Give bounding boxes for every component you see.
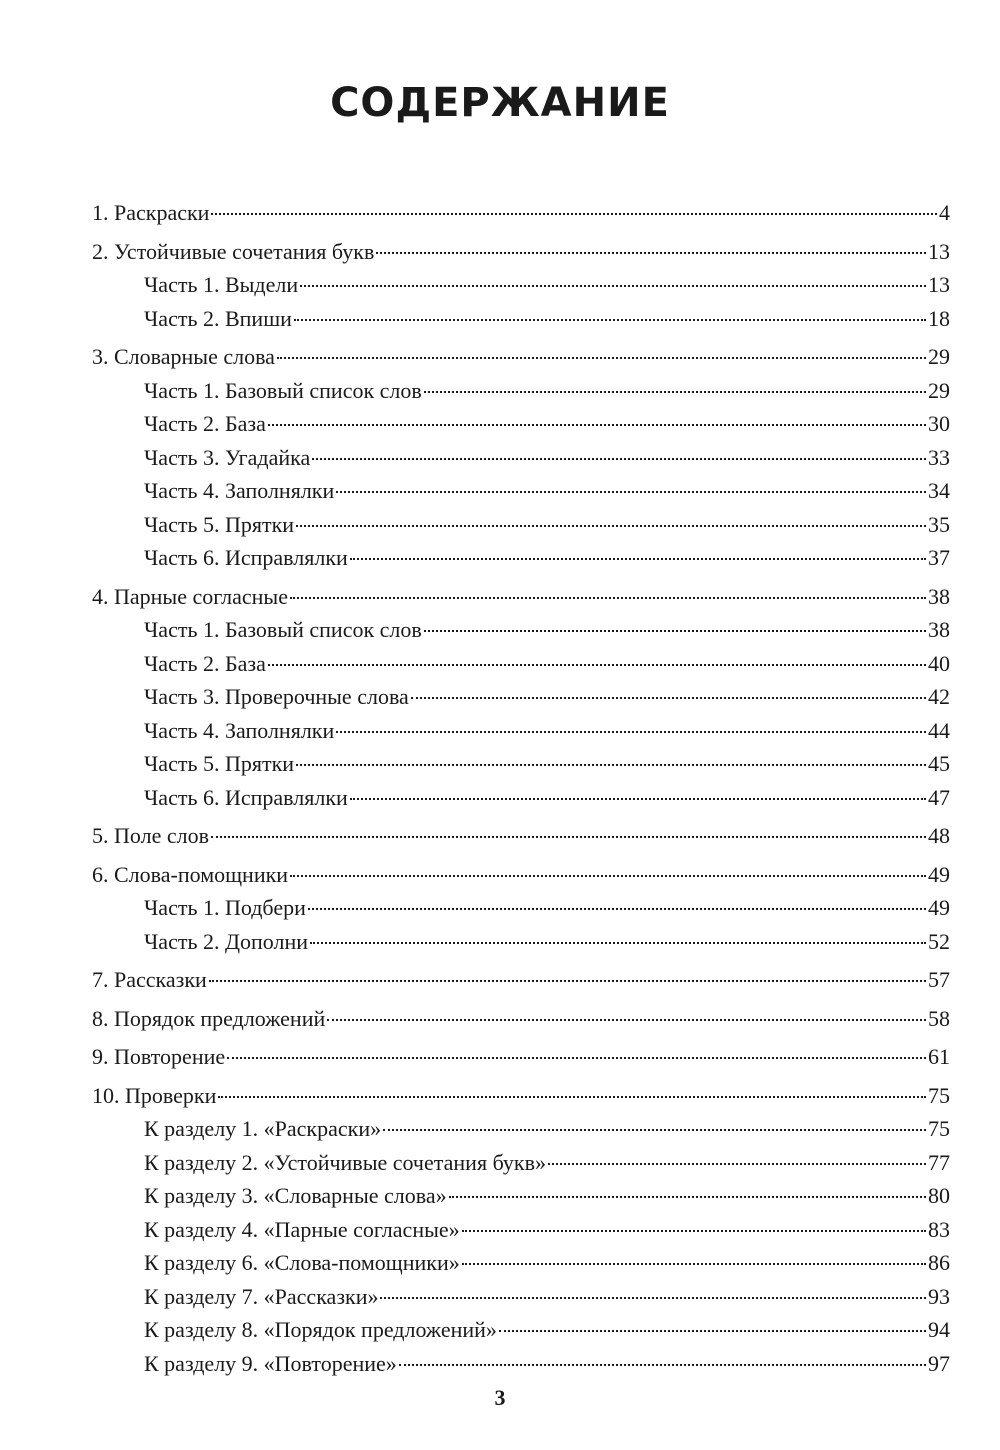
toc-section	[92, 1002, 950, 1036]
dot-leader	[296, 525, 926, 527]
table-of-contents	[92, 196, 950, 1385]
toc-entry[interactable]	[92, 340, 950, 374]
toc-entry-label: 4. Парные согласные	[92, 583, 288, 609]
dot-leader	[296, 764, 926, 766]
dot-leader	[312, 458, 926, 460]
dot-leader	[383, 1129, 926, 1131]
toc-entry-page: 93	[928, 1283, 950, 1309]
dot-leader	[218, 1096, 926, 1098]
toc-subentry[interactable]	[92, 508, 950, 542]
toc-subentry[interactable]	[92, 1179, 950, 1213]
toc-entry-page: 35	[928, 511, 950, 537]
toc-entry-page: 77	[928, 1149, 950, 1175]
dot-leader	[350, 558, 926, 560]
toc-entry[interactable]	[92, 819, 950, 853]
toc-entry-page: 30	[928, 411, 950, 436]
toc-entry-label: Часть 3. Проверочные слова	[144, 684, 409, 709]
toc-entry-label: К разделу 7. «Рассказки»	[144, 1283, 379, 1309]
dot-leader	[310, 942, 926, 944]
toc-subentry[interactable]	[92, 1246, 950, 1280]
toc-entry-page: 49	[928, 895, 950, 920]
toc-subentry[interactable]	[92, 1347, 950, 1381]
toc-subentry[interactable]	[92, 891, 950, 925]
toc-entry-page: 86	[928, 1250, 950, 1275]
toc-entry-label: 9. Повторение	[92, 1044, 226, 1069]
toc-entry-page: 80	[928, 1183, 950, 1208]
toc-entry-label: Часть 1. Базовый список слов	[144, 617, 422, 642]
toc-entry-page: 4	[939, 200, 950, 225]
toc-entry-page: 33	[928, 444, 950, 470]
page-title: СОДЕРЖАНИЕ	[330, 80, 670, 126]
dot-leader	[376, 252, 926, 254]
toc-section	[92, 819, 950, 853]
dot-leader	[424, 630, 926, 632]
toc-entry-label: К разделу 8. «Порядок предложений»	[144, 1317, 497, 1342]
toc-entry-label: К разделу 9. «Повторение»	[144, 1350, 397, 1376]
toc-entry-label: 1. Раскраски	[92, 200, 210, 225]
toc-entry-label: Часть 1. Базовый список слов	[144, 377, 422, 403]
toc-subentry[interactable]	[92, 714, 950, 748]
toc-entry[interactable]	[92, 1079, 950, 1113]
toc-entry-label: 8. Порядок предложений	[92, 1005, 326, 1031]
toc-subentry[interactable]	[92, 1280, 950, 1314]
toc-entry-page: 37	[928, 545, 950, 570]
toc-section	[92, 580, 950, 815]
toc-subentry[interactable]	[92, 474, 950, 508]
toc-entry-label: Часть 6. Исправлялки	[144, 545, 348, 570]
toc-entry-page: 83	[928, 1216, 950, 1242]
toc-entry-label: Часть 5. Прятки	[144, 511, 295, 537]
toc-subentry[interactable]	[92, 747, 950, 781]
toc-entry-label: 10. Проверки	[92, 1082, 217, 1108]
toc-entry-label: Часть 1. Подбери	[144, 895, 306, 920]
toc-subentry[interactable]	[92, 1112, 950, 1146]
toc-section	[92, 196, 950, 230]
toc-entry-page: 61	[928, 1044, 950, 1069]
toc-entry-label: К разделу 3. «Словарные слова»	[144, 1183, 447, 1208]
toc-entry[interactable]	[92, 1002, 950, 1036]
toc-entry-label: Часть 3. Угадайка	[144, 444, 311, 470]
toc-entry-page: 13	[928, 272, 950, 297]
toc-entry-page: 38	[928, 617, 950, 642]
toc-subentry[interactable]	[92, 647, 950, 681]
toc-entry-page: 97	[928, 1350, 950, 1376]
dot-leader	[290, 597, 926, 599]
dot-leader	[499, 1330, 926, 1332]
dot-leader	[411, 697, 926, 699]
toc-subentry[interactable]	[92, 1313, 950, 1347]
dot-leader	[308, 908, 926, 910]
dot-leader	[211, 213, 937, 215]
toc-subentry[interactable]	[92, 374, 950, 408]
toc-entry-label: Часть 5. Прятки	[144, 751, 295, 776]
toc-entry-page: 44	[928, 717, 950, 743]
toc-entry[interactable]	[92, 580, 950, 614]
toc-section	[92, 1079, 950, 1381]
toc-entry-label: Часть 6. Исправлялки	[144, 784, 348, 810]
toc-entry-label: 6. Слова-помощники	[92, 861, 289, 887]
toc-entry-page: 34	[928, 478, 950, 503]
dot-leader	[300, 285, 926, 287]
toc-subentry[interactable]	[92, 781, 950, 815]
dot-leader	[268, 664, 926, 666]
toc-subentry[interactable]	[92, 302, 950, 336]
toc-entry-page: 57	[928, 967, 950, 992]
toc-section	[92, 340, 950, 575]
toc-entry-label: Часть 2. Впиши	[144, 305, 292, 331]
toc-entry-label: 2. Устойчивые сочетания букв	[92, 238, 375, 264]
toc-subentry[interactable]	[92, 1213, 950, 1247]
toc-entry-page: 40	[928, 650, 950, 676]
toc-subentry[interactable]	[92, 441, 950, 475]
toc-entry[interactable]	[92, 235, 950, 269]
toc-section	[92, 235, 950, 336]
dot-leader	[380, 1297, 926, 1299]
toc-entry-page: 29	[928, 377, 950, 403]
dot-leader	[211, 836, 926, 838]
dot-leader	[227, 1057, 926, 1059]
dot-leader	[424, 391, 926, 393]
toc-subentry[interactable]	[92, 925, 950, 959]
toc-entry-label: Часть 2. База	[144, 650, 266, 676]
toc-entry-page: 38	[928, 583, 950, 609]
dot-leader	[462, 1263, 926, 1265]
dot-leader	[449, 1196, 926, 1198]
toc-entry-page: 94	[928, 1317, 950, 1342]
dot-leader	[462, 1230, 926, 1232]
toc-entry-label: К разделу 1. «Раскраски»	[144, 1116, 382, 1141]
toc-entry-label: К разделу 6. «Слова-помощники»	[144, 1250, 460, 1275]
toc-entry-page: 47	[928, 784, 950, 810]
dot-leader	[399, 1364, 926, 1366]
toc-entry-page: 75	[928, 1116, 950, 1141]
dot-leader	[350, 798, 926, 800]
toc-subentry[interactable]	[92, 407, 950, 441]
dot-leader	[548, 1163, 926, 1165]
dot-leader	[336, 491, 926, 493]
dot-leader	[294, 319, 926, 321]
dot-leader	[336, 731, 926, 733]
dot-leader	[209, 980, 926, 982]
toc-entry-page: 42	[928, 684, 950, 709]
toc-entry-page: 75	[928, 1082, 950, 1108]
toc-entry[interactable]	[92, 1040, 950, 1074]
toc-entry[interactable]	[92, 858, 950, 892]
toc-entry-page: 18	[928, 305, 950, 331]
toc-entry-label: Часть 2. Дополни	[144, 928, 308, 954]
toc-entry-page: 48	[928, 823, 950, 848]
toc-entry[interactable]	[92, 963, 950, 997]
toc-subentry[interactable]	[92, 680, 950, 714]
toc-subentry[interactable]	[92, 613, 950, 647]
dot-leader	[268, 424, 926, 426]
page-number: 3	[494, 1385, 506, 1410]
toc-entry-label: 5. Поле слов	[92, 823, 209, 848]
toc-section	[92, 963, 950, 997]
toc-entry-label: 3. Словарные слова	[92, 344, 275, 369]
toc-entry-label: К разделу 4. «Парные согласные»	[144, 1216, 460, 1242]
toc-section	[92, 858, 950, 959]
toc-entry-page: 49	[928, 861, 950, 887]
dot-leader	[277, 357, 926, 359]
toc-entry-page: 52	[928, 928, 950, 954]
toc-entry-label: 7. Рассказки	[92, 967, 207, 992]
toc-subentry[interactable]	[92, 1146, 950, 1180]
toc-section	[92, 1040, 950, 1074]
toc-entry-label: К разделу 2. «Устойчивые сочетания букв»	[144, 1149, 547, 1175]
toc-entry[interactable]	[92, 196, 950, 230]
dot-leader	[290, 875, 926, 877]
toc-entry-page: 58	[928, 1005, 950, 1031]
toc-entry-label: Часть 1. Выдели	[144, 272, 299, 297]
toc-entry-page: 29	[928, 344, 950, 369]
toc-entry-page: 45	[928, 751, 950, 776]
toc-subentry[interactable]	[92, 268, 950, 302]
toc-subentry[interactable]	[92, 541, 950, 575]
toc-entry-label: Часть 2. База	[144, 411, 266, 436]
toc-entry-label: Часть 4. Заполнялки	[144, 717, 335, 743]
dot-leader	[327, 1019, 926, 1021]
toc-entry-page: 13	[928, 238, 950, 264]
toc-entry-label: Часть 4. Заполнялки	[144, 478, 335, 503]
